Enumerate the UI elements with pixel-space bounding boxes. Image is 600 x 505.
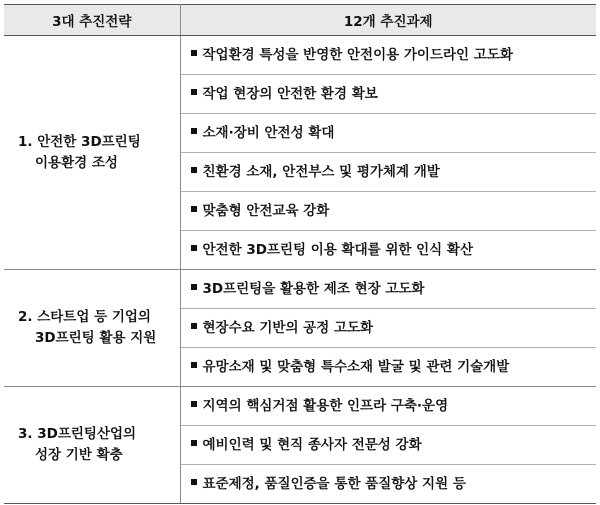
bullet-icon — [191, 89, 197, 95]
task-cell — [180, 309, 596, 348]
bullet-icon — [191, 128, 197, 134]
bullet-icon — [191, 206, 197, 212]
task-text: 작업환경 특성을 반영한 안전이용 가이드라인 고도화 — [202, 47, 513, 63]
strategy-line: 2. 스타트업 등 기업의 — [18, 309, 151, 325]
strategy-line: 3. 3D프린팅산업의 — [18, 426, 137, 442]
task-cell — [180, 231, 596, 270]
task-cell — [180, 426, 596, 465]
task-cell — [180, 348, 596, 387]
task-cell — [180, 270, 596, 309]
bullet-icon — [191, 284, 197, 290]
task-cell — [180, 36, 596, 75]
bullet-icon — [191, 167, 197, 173]
strategy-line: 이용환경 조성 — [35, 154, 118, 171]
task-text: 맞춤형 안전교육 강화 — [202, 203, 330, 219]
table-row — [4, 270, 596, 309]
task-text: 안전한 3D프린팅 이용 확대를 위한 인식 확산 — [202, 242, 473, 258]
header-strategy: 3대 추진전략 — [4, 5, 180, 36]
task-text: 지역의 핵심거점 활용한 인프라 구축·운영 — [202, 398, 449, 414]
bullet-icon — [191, 362, 197, 368]
task-text: 현장수요 기반의 공정 고도화 — [202, 320, 374, 336]
task-cell — [180, 465, 596, 504]
bullet-icon — [191, 479, 197, 485]
task-text: 소재·장비 안전성 확대 — [202, 125, 335, 141]
task-cell — [180, 153, 596, 192]
bullet-icon — [191, 245, 197, 251]
strategy-cell — [4, 387, 180, 504]
bullet-icon — [191, 323, 197, 329]
task-cell — [180, 114, 596, 153]
strategy-table — [4, 4, 596, 504]
task-text: 친환경 소재, 안전부스 및 평가체계 개발 — [202, 164, 440, 180]
task-text: 작업 현장의 안전한 환경 확보 — [202, 86, 378, 102]
task-text: 표준제정, 품질인증을 통한 품질향상 지원 등 — [202, 476, 466, 492]
strategy-line: 성장 기반 확충 — [35, 447, 123, 463]
bullet-icon — [191, 440, 197, 446]
table-row — [4, 387, 596, 426]
bullet-icon — [191, 401, 197, 407]
table-row — [4, 36, 596, 75]
header-row — [4, 5, 596, 36]
bullet-icon — [191, 50, 197, 56]
task-text: 예비인력 및 현직 종사자 전문성 강화 — [202, 437, 422, 453]
task-text: 유망소재 및 맞춤형 특수소재 발굴 및 관련 기술개발 — [202, 359, 510, 375]
strategy-cell — [4, 270, 180, 387]
task-cell — [180, 387, 596, 426]
task-cell — [180, 75, 596, 114]
task-cell — [180, 192, 596, 231]
strategy-line: 1. 안전한 3D프린팅 — [18, 133, 141, 150]
header-tasks: 12개 추진과제 — [180, 5, 596, 36]
strategy-line: 3D프린팅 활용 지원 — [35, 330, 157, 346]
task-text: 3D프린팅을 활용한 제조 현장 고도화 — [202, 281, 425, 297]
strategy-cell — [4, 36, 180, 270]
